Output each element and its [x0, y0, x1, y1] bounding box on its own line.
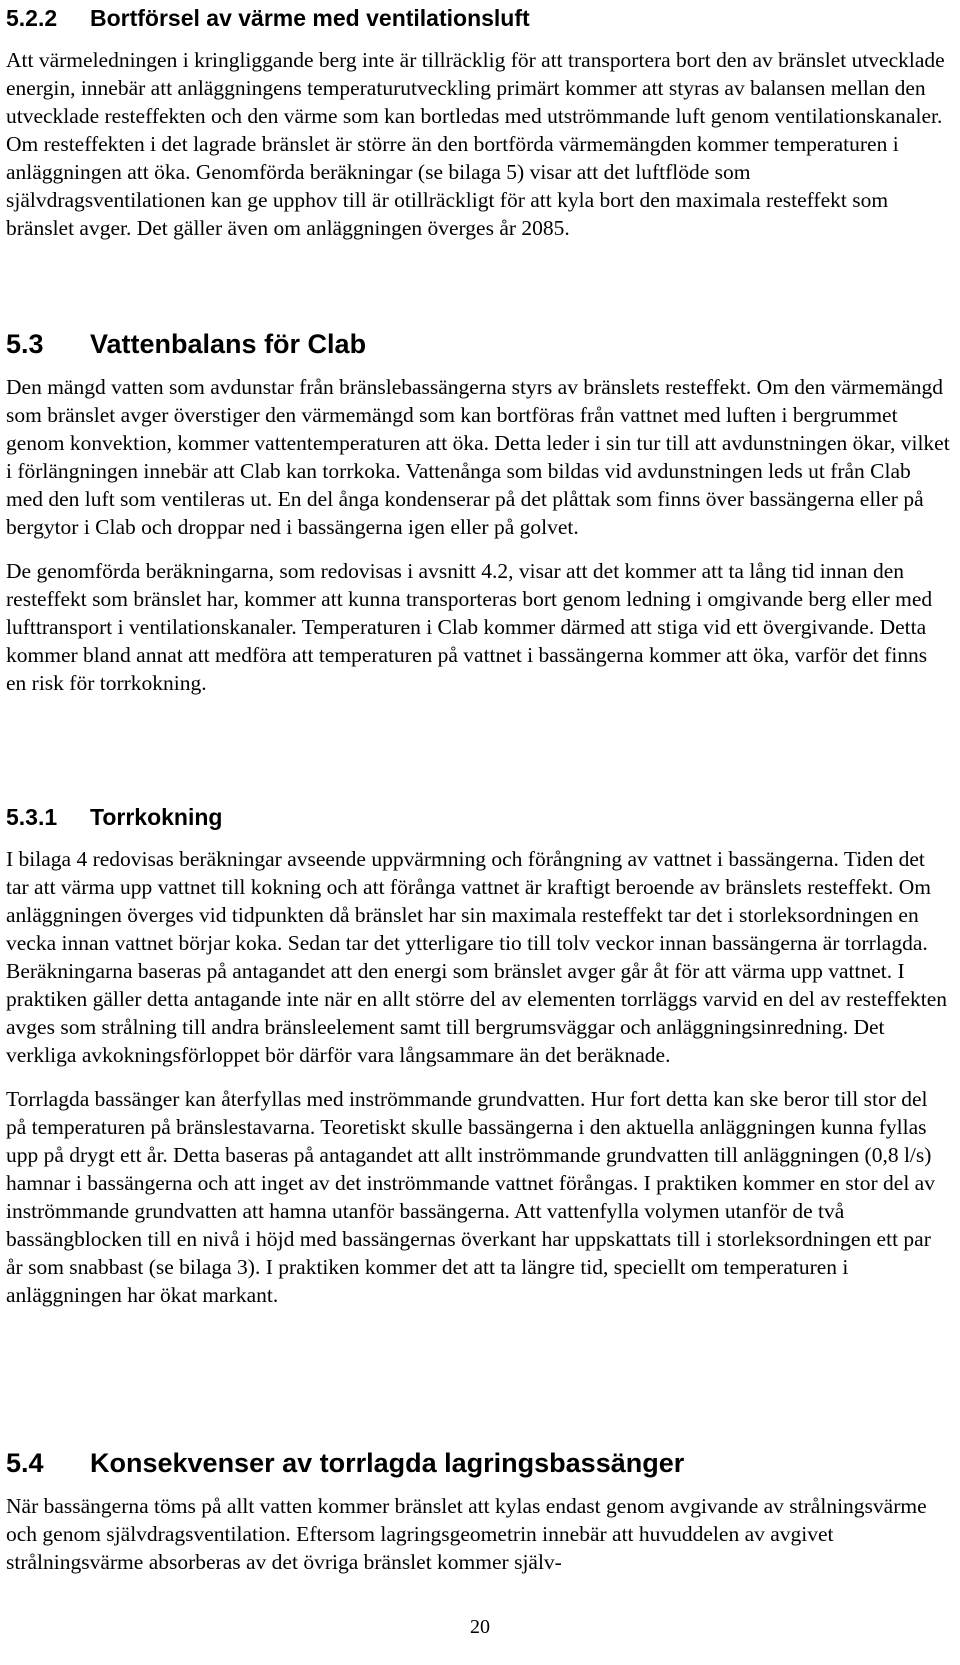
section-5-4	[6, 1447, 950, 1576]
section-number: 5.3	[6, 329, 44, 359]
page-number: 20	[470, 1616, 490, 1638]
section-heading	[6, 4, 950, 32]
paragraph: Torrlagda bassänger kan återfyllas med inströmmande grundvatten. Hur fort detta kan ske beror till stor del på temperaturen på bränslestavarna. Teoretiskt skulle bassängerna i den aktuella anläggningen kunna fyllas upp på drygt ett år. Detta baseras på antagandet att allt inströmmande grundvatten till anläggningen (0,8 l/s) hamnar i bassängerna och att inget av det inströmmande vattnet förångas. I praktiken kommer en stor del av inströmmande grundvatten att hamna utanför bassängerna. Att vattenfylla volymen utanför de två bassängblocken till en nivå i höjd med bassängernas överkant har uppskattats till i storleksordningen ett par år som snabbast (se bilaga 3). I praktiken kommer det att ta längre tid, speciellt om temperaturen i anläggningen har ökat markant.	[6, 1087, 935, 1307]
section-number: 5.3.1	[6, 804, 58, 830]
paragraph: I bilaga 4 redovisas beräkningar avseende uppvärmning och förångning av vattnet i bassängerna. Tiden det tar att värma upp vattnet till kokning och att förånga vattnet är kraftigt beroende av bränslets resteffekt. Om anläggningen överges vid tidpunkten då bränslet har sin maximala resteffekt tar det i storleksordningen en vecka innan vattnet börjar koka. Sedan tar det ytterligare tio till tolv veckor innan bassängerna är torrlagda. Beräkningarna baseras på antagandet att den energi som bränslet avger går åt för att värma upp vattnet. I praktiken gäller detta antagande inte när en allt större del av elementen torrläggs varvid en del av resteffekten avges som strålning till andra bränsleelement samt till bergrumsväggar och anläggningsinredning. Det verkliga avkokningsförloppet bör därför vara långsammare än det beräknade.	[6, 847, 948, 1067]
section-heading	[6, 1447, 950, 1479]
section-number: 5.2.2	[6, 5, 58, 31]
section-heading	[6, 803, 950, 831]
paragraph: Att värmeledningen i kringliggande berg inte är tillräcklig för att transportera bort den av bränslet utvecklade energin, innebär att anläggningens temperaturutveckling primärt kommer att styras av balansen mellan den utvecklade resteffekten och den värme som kan bortledas med utströmmande luft genom ventilationskanaler. Om resteffekten i det lagrade bränslet är större än den bortförda värmemängden kommer temperaturen i anläggningen att öka. Genomförda beräkningar (se bilaga 5) visar att det luftflöde som självdragsventilationen kan ge upphov till är otillräckligt för att kyla bort den maximala resteffekt som bränslet avger. Det gäller även om anläggningen överges år 2085.	[6, 48, 945, 240]
section-title: Bortförsel av värme med ventilationsluft	[90, 5, 530, 31]
section-heading	[6, 328, 950, 360]
paragraph: De genomförda beräkningarna, som redovisas i avsnitt 4.2, visar att det kommer att ta lång tid innan den resteffekt som bränslet har, kommer att kunna transporteras bort genom ledning i omgivande berg eller med lufttransport i ventilationskanaler. Temperaturen i Clab kommer därmed att stiga vid ett övergivande. Detta kommer bland annat att medföra att temperaturen på vattnet i bassängerna kommer att öka, varför det finns en risk för torrkokning.	[6, 559, 933, 695]
section-5-3-1	[6, 803, 950, 1309]
section-5-2-2	[6, 4, 950, 242]
section-title: Konsekvenser av torrlagda lagringsbassänger	[90, 1448, 685, 1478]
section-title: Torrkokning	[90, 804, 223, 830]
paragraph: När bassängerna töms på allt vatten kommer bränslet att kylas endast genom avgivande av strålningsvärme och genom självdragsventilation. Eftersom lagringsgeometrin innebär att huvuddelen av avgivet strålningsvärme absorberas av det övriga bränslet kommer själv-	[6, 1494, 927, 1574]
paragraph: Den mängd vatten som avdunstar från bränslebassängerna styrs av bränslets resteffekt. Om den värmemängd som bränslet avger överstiger den värmemängd som kan bortföras från vattnet med luften i bergrummet genom konvektion, kommer vattentemperaturen att öka. Detta leder i sin tur till att avdunstningen ökar, vilket i förlängningen innebär att Clab kan torrkoka. Vattenånga som bildas vid avdunstningen leds ut från Clab med den luft som ventileras ut. En del ånga kondenserar på det plåttak som finns över bassängerna eller på bergytor i Clab och droppar ned i bassängerna igen eller på golvet.	[6, 375, 950, 539]
section-5-3	[6, 328, 950, 697]
section-number: 5.4	[6, 1448, 44, 1478]
section-title: Vattenbalans för Clab	[90, 329, 367, 359]
